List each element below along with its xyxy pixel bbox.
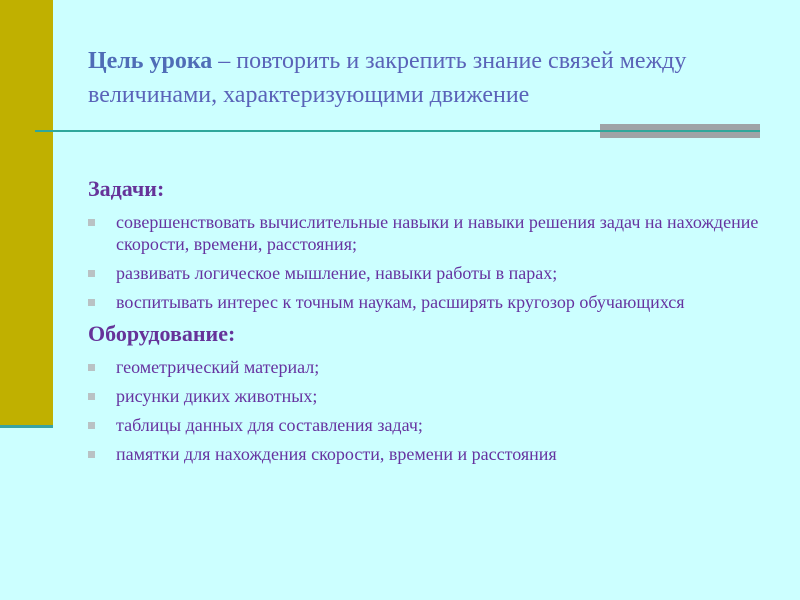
list-item-text: воспитывать интерес к точным наукам, расширять кругозор обучающихся xyxy=(116,292,685,312)
list-item-text: развивать логическое мышление, навыки работы в парах; xyxy=(116,263,558,283)
list-item-text: памятки для нахождения скорости, времени и расстояния xyxy=(116,444,557,464)
slide-body xyxy=(88,175,778,472)
list-item xyxy=(88,211,778,255)
list-item xyxy=(88,385,778,407)
tasks-heading: Задачи: xyxy=(88,176,165,201)
bullet-icon xyxy=(88,393,95,400)
title-bold-part: Цель урока xyxy=(88,48,213,74)
bullet-icon xyxy=(88,422,95,429)
list-item xyxy=(88,443,778,465)
equipment-heading: Оборудование: xyxy=(88,321,236,346)
side-decoration-edge xyxy=(0,425,53,428)
side-decoration-bar xyxy=(0,0,53,425)
bullet-icon xyxy=(88,364,95,371)
slide-title xyxy=(88,44,778,112)
title-rest-part: – повторить и закрепить знание связей между величинами, характеризующими движение xyxy=(88,48,687,108)
list-item-text: совершенствовать вычислительные навыки и навыки решения задач на нахождение скорости, времени, расстояния; xyxy=(116,212,759,254)
bullet-icon xyxy=(88,451,95,458)
list-item xyxy=(88,356,778,378)
bullet-icon xyxy=(88,299,95,306)
list-item xyxy=(88,262,778,284)
list-item xyxy=(88,291,778,313)
bullet-icon xyxy=(88,219,95,226)
list-item-text: таблицы данных для составления задач; xyxy=(116,415,423,435)
list-item xyxy=(88,414,778,436)
title-divider-block-stripe xyxy=(600,130,760,132)
equipment-list xyxy=(88,356,778,465)
bullet-icon xyxy=(88,270,95,277)
list-item-text: геометрический материал; xyxy=(116,357,320,377)
tasks-list xyxy=(88,211,778,313)
list-item-text: рисунки диких животных; xyxy=(116,386,318,406)
